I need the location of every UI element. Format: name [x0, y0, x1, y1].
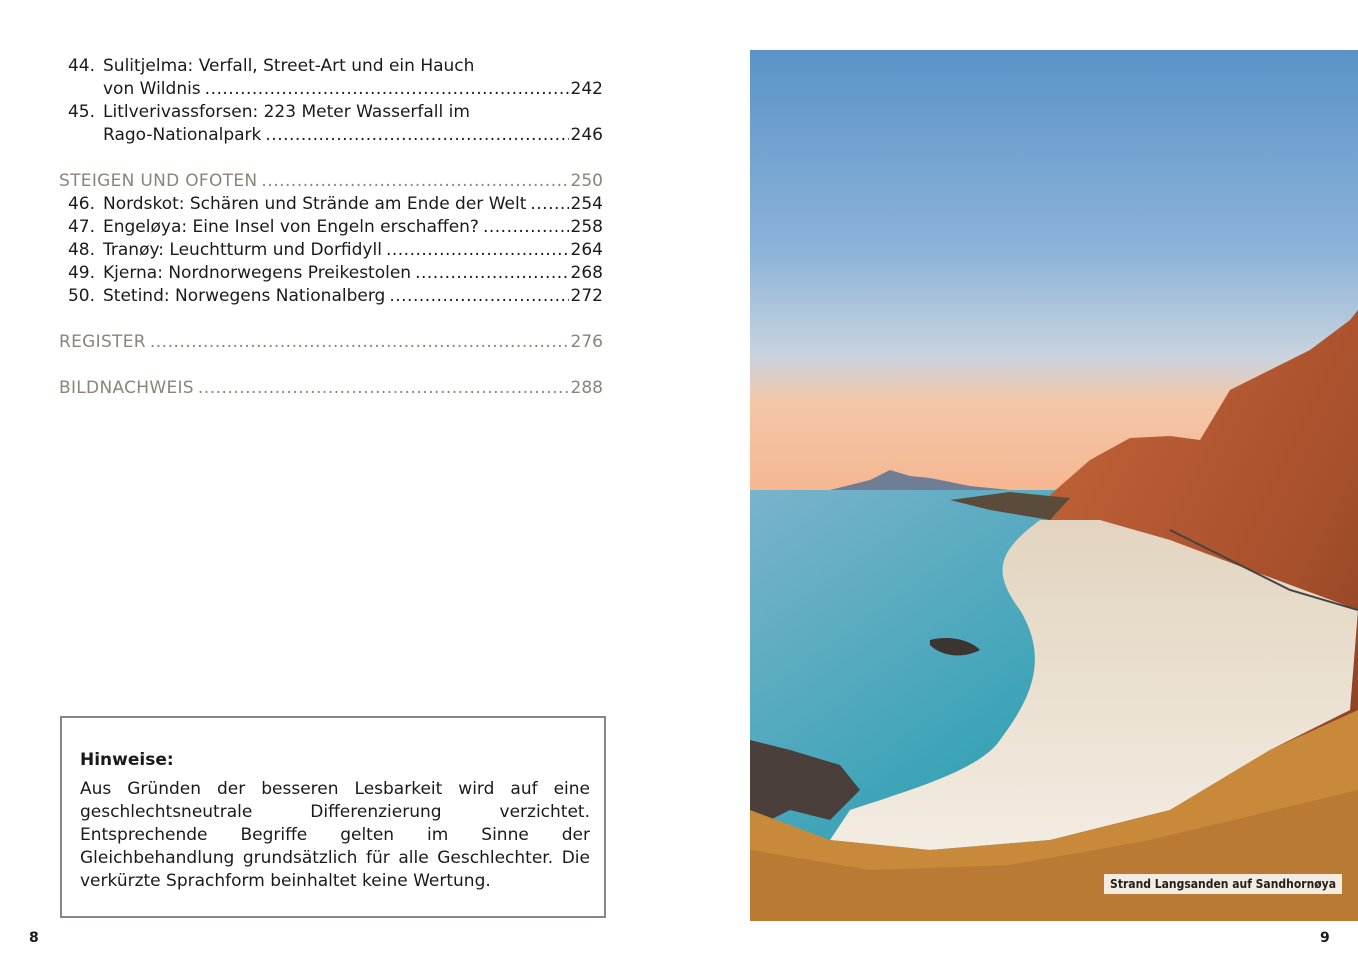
note-body: Aus Gründen der besseren Lesbarkeit wird auf eine geschlechtsneutrale Differenzierung verzichtet. Entsprechende Begriffe gelten im Sinne der Gleichbehandlung grundsätzlich für alle Geschlechter. Die verkürzte Sprachform beinhaltet keine Wertung. — [80, 779, 590, 891]
page-number-left: 8 — [29, 930, 39, 946]
toc-page: 258 — [570, 217, 603, 237]
toc-leader-line — [59, 331, 603, 354]
spacer — [59, 354, 603, 377]
toc-leader-line — [103, 193, 603, 216]
toc-leader-dots — [389, 285, 568, 308]
toc-page: 246 — [570, 125, 603, 145]
toc-leader-line — [103, 124, 603, 147]
toc-number: 48. — [67, 240, 95, 260]
photo-caption: Strand Langsanden auf Sandhornøya — [1104, 874, 1342, 894]
toc-title: Stetind: Norwegens Nationalberg — [103, 286, 386, 306]
spacer — [59, 308, 603, 331]
toc-entry-45-line2 — [59, 124, 603, 147]
toc-entry-44[interactable] — [59, 55, 603, 78]
toc-leader-dots — [530, 193, 568, 216]
toc-leader-line — [59, 170, 603, 193]
toc-title-continued: Rago-Nationalpark — [103, 125, 262, 145]
toc-entry-48[interactable] — [59, 239, 603, 262]
table-of-contents — [59, 55, 603, 400]
toc-page: 288 — [570, 378, 603, 398]
toc-leader-dots — [483, 216, 569, 239]
toc-leader-line — [103, 285, 603, 308]
toc-page: 250 — [570, 171, 603, 191]
section-title: STEIGEN UND OFOTEN — [59, 171, 258, 191]
toc-title: Tranøy: Leuchtturm und Dorfidyll — [103, 240, 382, 260]
toc-entry-44-line2 — [59, 78, 603, 101]
note-title: Hinweise: — [80, 750, 174, 770]
toc-title-continued: von Wildnis — [103, 79, 201, 99]
toc-title: Kjerna: Nordnorwegens Preikestolen — [103, 263, 412, 283]
toc-section-register[interactable] — [59, 331, 603, 354]
toc-entry-46[interactable] — [59, 193, 603, 216]
toc-number: 49. — [67, 263, 95, 283]
toc-leader-dots — [265, 124, 568, 147]
toc-entry-45[interactable] — [59, 101, 603, 124]
toc-page: 276 — [570, 332, 603, 352]
toc-leader-dots — [150, 331, 569, 354]
toc-title: Nordskot: Schären und Strände am Ende der Welt — [103, 194, 527, 214]
toc-leader-line — [59, 377, 603, 400]
toc-number: 44. — [67, 56, 95, 76]
toc-page: 272 — [570, 286, 603, 306]
note-box — [60, 716, 606, 918]
toc-page: 264 — [570, 240, 603, 260]
section-title: REGISTER — [59, 332, 146, 352]
toc-title: Engeløya: Eine Insel von Engeln erschaffen? — [103, 217, 479, 237]
toc-entry-50[interactable] — [59, 285, 603, 308]
toc-leader-dots — [261, 170, 568, 193]
toc-entry-49[interactable] — [59, 262, 603, 285]
toc-entry-47[interactable] — [59, 216, 603, 239]
toc-leader-dots — [205, 78, 569, 101]
toc-number: 50. — [67, 286, 95, 306]
toc-leader-dots — [386, 239, 569, 262]
page-number-right: 9 — [1320, 930, 1330, 946]
toc-title: Litlverivassforsen: 223 Meter Wasserfall im — [103, 102, 470, 122]
toc-number: 46. — [67, 194, 95, 214]
toc-page: 254 — [570, 194, 603, 214]
toc-leader-line — [103, 239, 603, 262]
toc-number: 47. — [67, 217, 95, 237]
toc-page: 268 — [570, 263, 603, 283]
toc-leader-line — [103, 78, 603, 101]
section-title: BILDNACHWEIS — [59, 378, 194, 398]
toc-leader-dots — [198, 377, 569, 400]
beach-illustration — [750, 50, 1358, 921]
toc-page: 242 — [570, 79, 603, 99]
toc-leader-line — [103, 262, 603, 285]
toc-title: Sulitjelma: Verfall, Street-Art und ein Hauch — [103, 56, 475, 76]
toc-leader-line — [103, 216, 603, 239]
landscape-photo — [750, 50, 1358, 921]
spacer — [59, 147, 603, 170]
toc-number: 45. — [67, 102, 95, 122]
toc-section-steigen[interactable] — [59, 170, 603, 193]
toc-leader-dots — [415, 262, 568, 285]
right-page — [700, 0, 1358, 974]
toc-section-bildnachweis[interactable] — [59, 377, 603, 400]
